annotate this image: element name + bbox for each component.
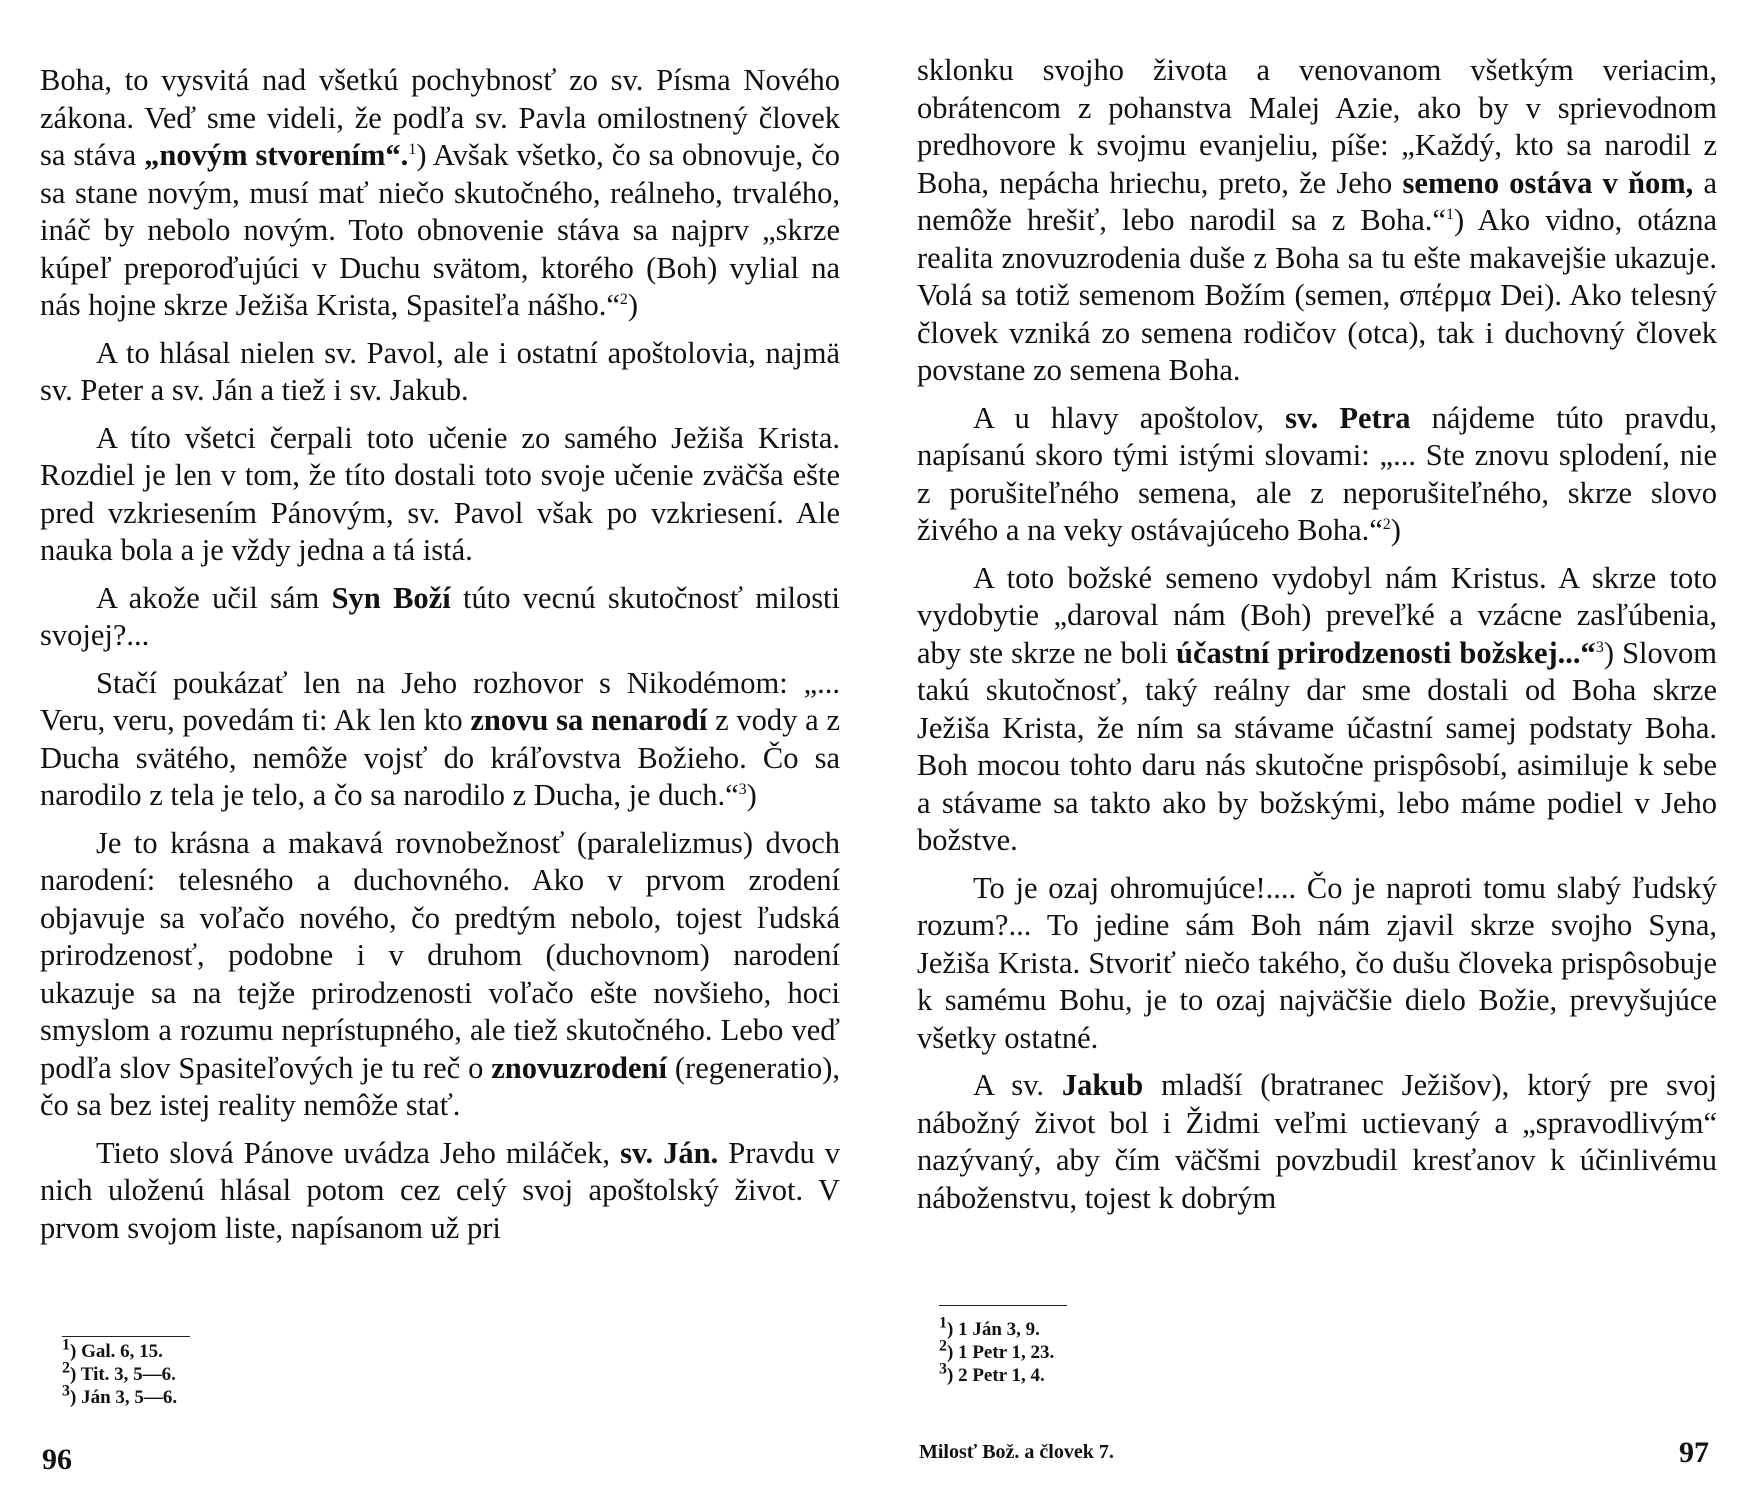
right-body-text	[917, 52, 1717, 1217]
paragraph: A títo všetci čerpali toto učenie zo samého Ježiša Krista. Rozdiel je len v tom, že títo dostali toto svoje učenie zväčša ešte pred vzkriesením Pánovým, sv. Pavol však po vzkriesení. Ale nauka bola a je vždy jedna a tá istá.	[40, 420, 840, 567]
footnote: $^1$) 1 Ján 3, 9.	[939, 1314, 1040, 1340]
footnote-rule	[939, 1305, 1067, 1306]
right-footnotes	[939, 1314, 1339, 1387]
left-footnotes	[62, 1336, 462, 1409]
left-page	[40, 0, 840, 1500]
footnote: $^2$) 1 Petr 1, 23.	[939, 1337, 1055, 1363]
paragraph: Stačí poukázať len na Jeho rozhovor s Nikodémom: „... Veru, veru, povedám ti: Ak len kto znovu sa nenarodí z vody a z Ducha svätého, nemôže vojsť do kráľovstva Božieho. Čo sa narodilo z tela je telo, a čo sa narodilo z Ducha, je duch.“$^3$)	[40, 665, 840, 812]
paragraph: Tieto slová Pánove uvádza Jeho miláček, sv. Ján. Pravdu v nich uloženú hlásal potom cez celý svoj apoštolský život. V prvom svojom liste, napísanom už pri	[40, 1135, 840, 1245]
paragraph: A to hlásal nielen sv. Pavol, ale i ostatní apoštolovia, najmä sv. Peter a sv. Ján a tiež i sv. Jakub.	[40, 335, 840, 407]
paragraph: sklonku svojho života a venovanom všetkým veriacim, obrátencom z pohanstva Malej Azie, ako by v sprievodnom predhovore k svojmu evanjeliu, píše: „Každý, kto sa narodil z Boha, nepácha hriechu, preto, že Jeho semeno ostáva v ňom, a nemôže hrešiť, lebo narodil sa z Boha.“$^1$) Ako vidno, otázna realita znovuzrodenia duše z Boha sa tu ešte makavejšie ukazuje. Volá sa totiž semenom Božím (semen, σπέρμα Dei). Ako telesný človek vzniká zo semena rodičov (otca), tak i duchovný človek povstane zo semena Boha.	[917, 53, 1718, 387]
footnote: $^1$) Gal. 6, 15.	[62, 1336, 163, 1362]
left-body-text	[40, 62, 840, 1247]
right-page	[917, 0, 1717, 1500]
footnote-rule	[62, 1336, 190, 1337]
footnote: $^3$) Ján 3, 5—6.	[62, 1382, 178, 1408]
paragraph: A akože učil sám Syn Boží túto vecnú skutočnosť milosti svojej?...	[40, 580, 841, 652]
page-number: 97	[1679, 1436, 1709, 1469]
signature-mark: Milosť Bož. a človek 7.	[919, 1441, 1114, 1463]
footnote: $^2$) Tit. 3, 5—6.	[62, 1359, 176, 1385]
footnote: $^3$) 2 Petr 1, 4.	[939, 1360, 1045, 1386]
paragraph: A u hlavy apoštolov, sv. Petra nájdeme túto pravdu, napísanú skoro tými istými slovami: „... Ste znovu splodení, nie z porušiteľného semena, ale z neporušiteľného, skrze slovo živého a na veky ostávajúceho Boha.“$^2$)	[917, 400, 1717, 547]
paragraph: A toto božské semeno vydobyl nám Kristus. A skrze toto vydobytie „daroval nám (Boh) preveľké a vzácne zasľúbenia, aby ste skrze ne boli účastní prirodzenosti božskej...“$^3$) Slovom takú skutočnosť, taký reálny dar sme dostali od Boha skrze Ježiša Krista, že ním sa stávame účastní samej podstaty Boha. Boh mocou tohto daru nás skutočne prispôsobí, asimiluje k sebe a stávame sa takto ako by božskými, lebo máme podiel v Jeho božstve.	[917, 560, 1717, 857]
paragraph: Je to krásna a makavá rovnobežnosť (paralelizmus) dvoch narodení: telesného a duchovného. Ako v prvom zrodení objavuje sa voľačo nového, čo predtým nebolo, tojest ľudská prirodzenosť, podobne i v druhom (duchovnom) narodení ukazuje sa na tejže prirodzenosti voľačo ešte novšieho, hoci smyslom a rozumu neprístupného, ale tiež skutočného. Lebo veď podľa slov Spasiteľových je tu reč o znovuzrodení (regeneratio), čo sa bez istej reality nemôže stať.	[40, 825, 840, 1122]
page-number: 96	[42, 1443, 72, 1476]
paragraph: A sv. Jakub mladší (bratranec Ježišov), ktorý pre svoj nábožný život bol i Židmi veľmi uctievaný a „spravodlivým“ nazývaný, aby čím väčšmi povzbudil kresťanov k účinlivému náboženstvu, tojest k dobrým	[917, 1068, 1717, 1215]
paragraph: Boha, to vysvitá nad všetkú pochybnosť zo sv. Písma Nového zákona. Veď sme videli, že podľa sv. Pavla omilostnený človek sa stáva „novým stvorením“.$^1$) Avšak všetko, čo sa obnovuje, čo sa stane novým, musí mať niečo skutočného, reálneho, trvalého, ináč by nebolo novým. Toto obnovenie stáva sa najprv „skrze kúpeľ preporoďujúci v Duchu svätom, ktorého (Boh) vylial na nás hojne skrze Ježiša Krista, Spasiteľa nášho.“$^2$)	[40, 63, 840, 322]
paragraph: To je ozaj ohromujúce!.... Čo je naproti tomu slabý ľudský rozum?... To jedine sám Boh nám zjavil skrze svojho Syna, Ježiša Krista. Stvoriť niečo takého, čo dušu človeka prispôsobuje k samému Bohu, je to ozaj najväčšie dielo Božie, prevyšujúce všetky ostatné.	[917, 870, 1717, 1055]
